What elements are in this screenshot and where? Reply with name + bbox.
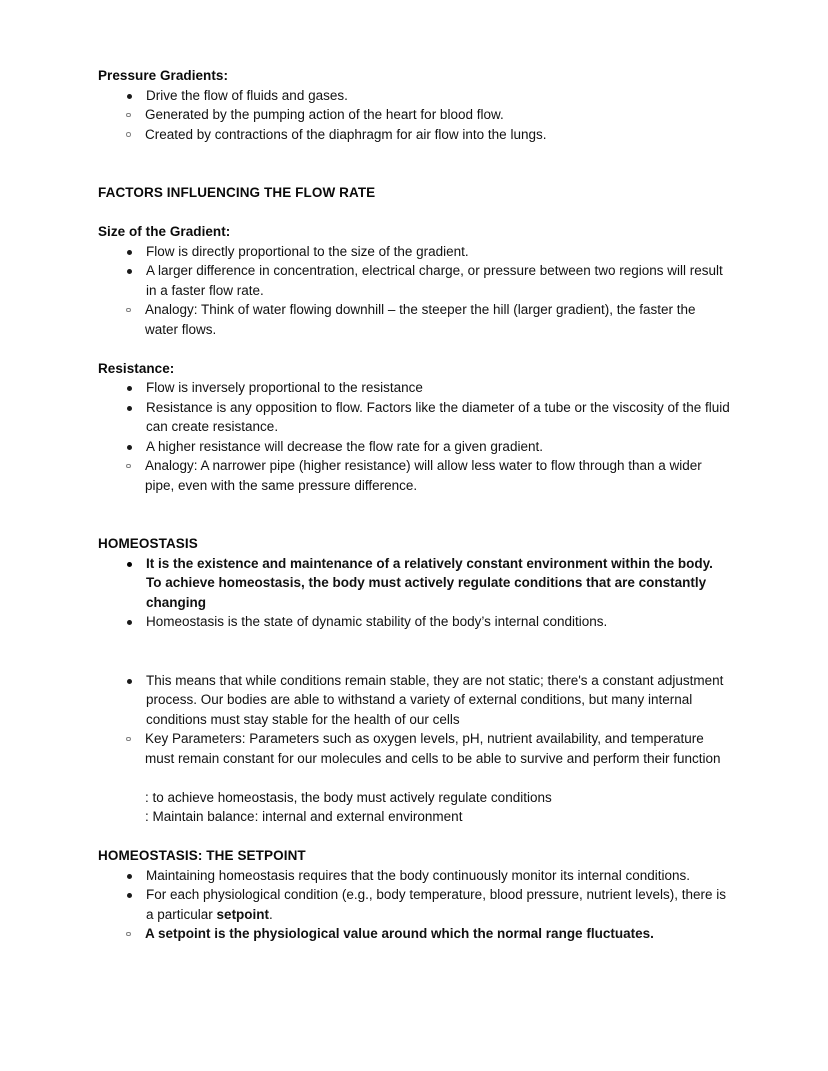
- emphasis-term: setpoint: [216, 906, 270, 922]
- spacer: [98, 768, 730, 788]
- list-item: It is the existence and maintenance of a relatively constant environment within the body. To achieve homeostasis, the body must actively regulate conditions that are constantly changing: [98, 554, 730, 613]
- spacer: [98, 632, 730, 671]
- list-setpoint: [98, 866, 730, 925]
- spacer: [98, 339, 730, 359]
- list-item: Flow is directly proportional to the size of the gradient.: [98, 242, 730, 262]
- spacer: [98, 827, 730, 847]
- text-run: For each physiological condition (e.g., body temperature, blood pressure, nutrient levels), there is a particular: [146, 887, 727, 922]
- sublist-pressure-gradients: [98, 105, 730, 144]
- sublist-setpoint: [98, 924, 730, 944]
- sublist-resistance: [98, 456, 730, 495]
- note-line: : to achieve homeostasis, the body must actively regulate conditions: [145, 789, 552, 805]
- sublist-size-of-the-gradient: [98, 300, 730, 339]
- note-line: : Maintain balance: internal and external environment: [145, 809, 463, 824]
- spacer: [98, 144, 730, 183]
- list-item: Drive the flow of fluids and gases.: [98, 86, 730, 106]
- list-item: Homeostasis is the state of dynamic stability of the body’s internal conditions.: [98, 612, 730, 632]
- list-item: A setpoint is the physiological value around which the normal range fluctuates.: [98, 924, 730, 944]
- list-item: A higher resistance will decrease the flow rate for a given gradient.: [98, 437, 730, 457]
- document-content: [98, 66, 730, 944]
- text-run: .: [269, 906, 273, 922]
- list-item: Key Parameters: Parameters such as oxygen levels, pH, nutrient availability, and temperature must remain constant for our molecules and cells to be able to survive and perform their function: [98, 729, 730, 768]
- list-item: A larger difference in concentration, electrical charge, or pressure between two regions will result in a faster flow rate.: [98, 261, 730, 300]
- list-item: Generated by the pumping action of the heart for blood flow.: [98, 105, 730, 125]
- heading-pressure-gradients: Pressure Gradients:: [98, 68, 229, 83]
- spacer: [98, 203, 730, 223]
- list-size-of-the-gradient: [98, 242, 730, 301]
- list-homeostasis-continued: [98, 671, 730, 730]
- list-item: Created by contractions of the diaphragm for air flow into the lungs.: [98, 125, 730, 145]
- heading-size-of-the-gradient: Size of the Gradient:: [98, 224, 231, 239]
- list-pressure-gradients: [98, 86, 730, 106]
- list-item: Resistance is any opposition to flow. Factors like the diameter of a tube or the viscosity of the fluid can create resistance.: [98, 398, 730, 437]
- list-resistance: [98, 378, 730, 456]
- list-homeostasis: [98, 554, 730, 632]
- list-item: Analogy: A narrower pipe (higher resistance) will allow less water to flow through than a wider pipe, even with the same pressure difference.: [98, 456, 730, 495]
- heading-homeostasis: HOMEOSTASIS: [98, 536, 198, 551]
- heading-resistance: Resistance:: [98, 360, 175, 376]
- list-item: This means that while conditions remain stable, they are not static; there's a constant adjustment process. Our bodies are able to withstand a variety of external conditions, but many internal conditions must stay stable for the health of our cells: [98, 671, 730, 730]
- list-item: Flow is inversely proportional to the resistance: [98, 378, 730, 398]
- sublist-key-parameters: [98, 729, 730, 768]
- heading-homeostasis-the-setpoint: HOMEOSTASIS: THE SETPOINT: [98, 848, 306, 863]
- list-item-setpoint-definition: [98, 885, 730, 924]
- spacer: [98, 495, 730, 534]
- heading-factors-influencing-flow-rate: FACTORS INFLUENCING THE FLOW RATE: [98, 185, 376, 200]
- list-item: Maintaining homeostasis requires that the body continuously monitor its internal conditions.: [98, 866, 730, 886]
- list-item: Analogy: Think of water flowing downhill – the steeper the hill (larger gradient), the faster the water flows.: [98, 300, 730, 339]
